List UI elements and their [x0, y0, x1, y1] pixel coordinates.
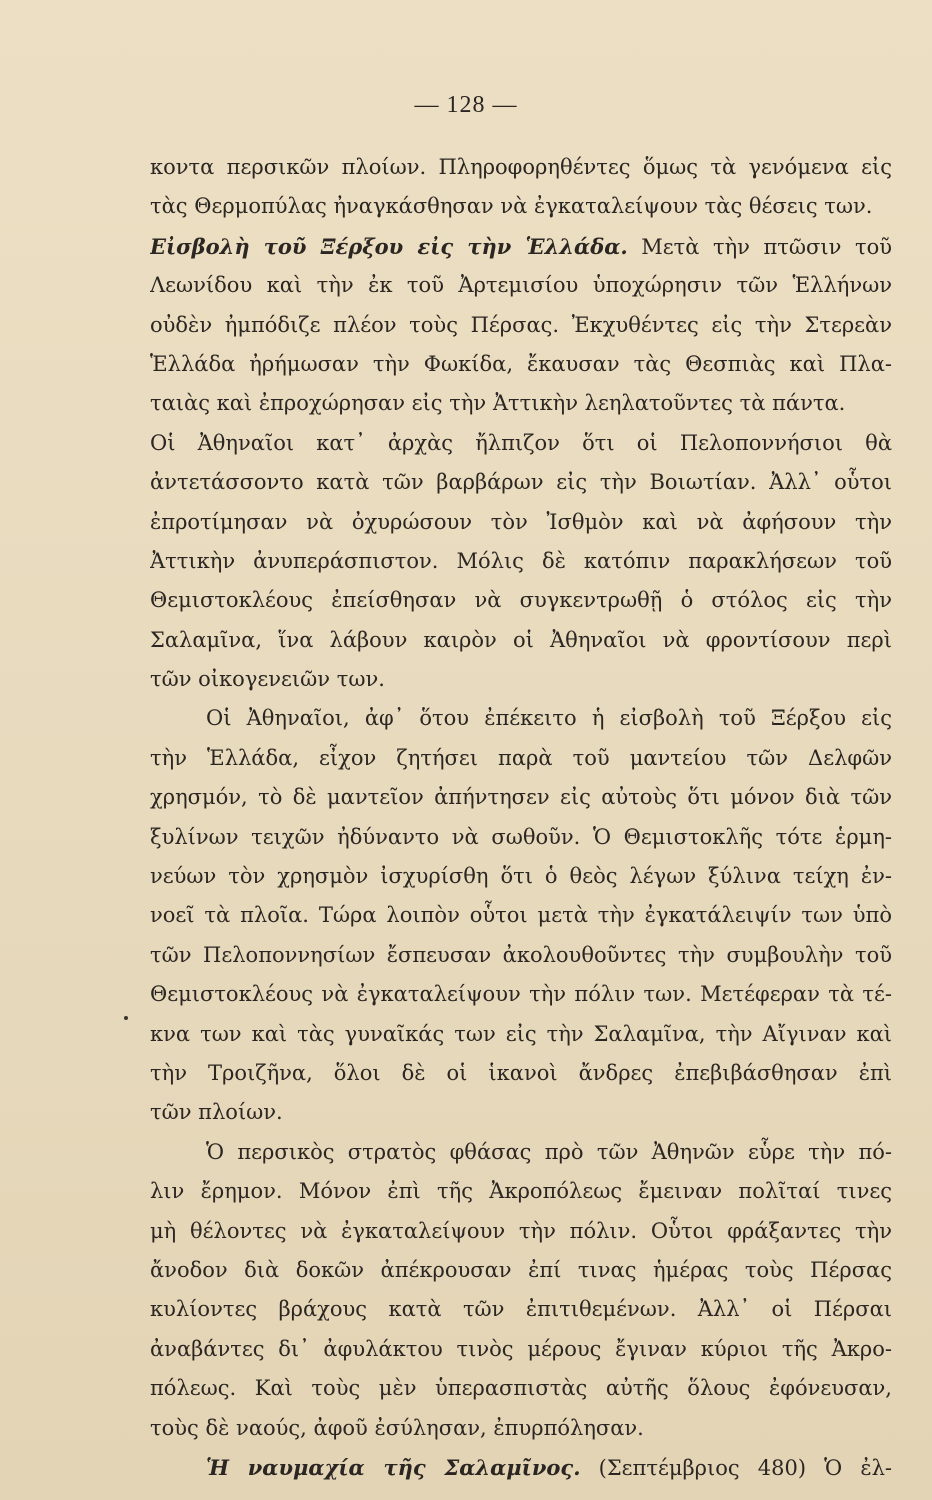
line-text: τὴν Ἑλλάδα, εἶχον ζητήσει παρὰ τοῦ μαντείου τῶν Δελφῶν [150, 745, 892, 770]
line-text: μὴ θέλοντες νὰ ἐγκαταλείψουν τὴν πόλιν. Οὗτοι φράξαντες τὴν [150, 1218, 892, 1243]
line-text: νοεῖ τὰ πλοῖα. Τώρα λοιπὸν οὗτοι μετὰ τὴν ἐγκατάλειψίν των ὑπὸ [150, 903, 892, 928]
text-line [150, 739, 892, 778]
line-text: Ἑλλάδα ἠρήμωσαν τὴν Φωκίδα, ἔκαυσαν τὰς Θεσπιὰς καὶ Πλα- [150, 351, 892, 376]
text-line [150, 818, 892, 857]
line-text: τῶν πλοίων. [150, 1100, 283, 1125]
text-line [150, 1054, 892, 1093]
text-line [150, 1133, 892, 1172]
text-line [150, 1251, 892, 1290]
text-line [150, 345, 892, 384]
line-text: Σαλαμῖνα, ἵνα λάβουν καιρὸν οἱ Ἀθηναῖοι νὰ φροντίσουν περὶ [150, 627, 892, 652]
line-text: ἐπροτίμησαν νὰ ὀχυρώσουν τὸν Ἰσθμὸν καὶ νὰ ἀφήσουν τὴν [150, 509, 892, 534]
line-text: (Σεπτέμβριος 480) Ὁ ἐλ- [580, 1455, 892, 1480]
text-line [150, 306, 892, 345]
text-line [150, 227, 892, 266]
line-text: ταιὰς καὶ ἐπροχώρησαν εἰς τὴν Ἀττικὴν λεηλατοῦντες τὰ πάντα. [150, 391, 846, 416]
text-line [150, 660, 892, 699]
line-text: νεύων τὸν χρησμὸν ἰσχυρίσθη ὅτι ὁ θεὸς λέγων ξύλινα τείχη ἐν- [150, 864, 892, 889]
line-text: Λεωνίδου καὶ τὴν ἐκ τοῦ Ἀρτεμισίου ὑποχώρησιν τῶν Ἑλλήνων [150, 273, 892, 298]
text-line [150, 581, 892, 620]
line-text: Οἱ Ἀθηναῖοι κατ᾽ ἀρχὰς ἤλπιζον ὅτι οἱ Πελοποννήσιοι θὰ [150, 430, 892, 455]
text-line [150, 1212, 892, 1251]
line-text: ξυλίνων τειχῶν ἠδύναντο νὰ σωθοῦν. Ὁ Θεμιστοκλῆς τότε ἑρμη- [150, 824, 892, 849]
text-line [150, 1290, 892, 1329]
text-line [150, 1093, 892, 1132]
text-line [150, 778, 892, 817]
line-text: κνα των καὶ τὰς γυναῖκάς των εἰς τὴν Σαλαμῖνα, τὴν Αἴγιναν καὶ [150, 1021, 892, 1046]
text-line [150, 542, 892, 581]
page-number: — 128 — [414, 92, 518, 118]
text-line [150, 148, 892, 187]
text-line [150, 936, 892, 975]
text-line [150, 503, 892, 542]
text-line [150, 857, 892, 896]
text-line [150, 1172, 892, 1211]
line-text: τοὺς δὲ ναούς, ἀφοῦ ἐσύλησαν, ἐπυρπόλησαν. [150, 1415, 644, 1440]
text-line [150, 975, 892, 1014]
line-text: τὴν Τροιζῆνα, ὅλοι δὲ οἱ ἱκανοὶ ἄνδρες ἐπεβιβάσθησαν ἐπὶ [150, 1060, 892, 1085]
margin-mark [124, 1016, 128, 1020]
text-line [150, 1330, 892, 1369]
line-text: Μετὰ τὴν πτῶσιν τοῦ [627, 234, 892, 259]
line-text: Θεμιστοκλέους ἐπείσθησαν νὰ συγκεντρωθῇ ὁ στόλος εἰς τὴν [150, 588, 892, 613]
line-text: Θεμιστοκλέους νὰ ἐγκαταλείψουν τὴν πόλιν των. Μετέφεραν τὰ τέ- [150, 982, 892, 1007]
text-line [150, 621, 892, 660]
text-line [150, 1015, 892, 1054]
line-text: οὐδὲν ἠμπόδιζε πλέον τοὺς Πέρσας. Ἐκχυθέντες εἰς τὴν Στερεὰν [150, 312, 892, 337]
text-line [150, 384, 892, 423]
line-text: Οἱ Ἀθηναῖοι, ἀφ᾽ ὅτου ἐπέκειτο ἡ εἰσβολὴ τοῦ Ξέρξου εἰς [206, 706, 892, 731]
line-text: τῶν οἰκογενειῶν των. [150, 667, 385, 692]
text-line [150, 1409, 892, 1448]
text-line [150, 1369, 892, 1408]
line-text: λιν ἔρημον. Μόνον ἐπὶ τῆς Ἀκροπόλεως ἔμειναν πολῖταί τινες [150, 1179, 892, 1204]
line-text: Ἀττικὴν ἀνυπεράσπιστον. Μόλις δὲ κατόπιν παρακλήσεων τοῦ [150, 548, 892, 573]
text-line [150, 896, 892, 935]
body-text [150, 148, 892, 1487]
line-text: πόλεως. Καὶ τοὺς μὲν ὑπερασπιστὰς αὐτῆς ὅλους ἐφόνευσαν, [150, 1376, 892, 1401]
line-text: χρησμόν, τὸ δὲ μαντεῖον ἀπήντησεν εἰς αὐτοὺς ὅτι μόνον διὰ τῶν [150, 785, 892, 810]
line-text: ἀντετάσσοντο κατὰ τῶν βαρβάρων εἰς τὴν Βοιωτίαν. Ἀλλ᾽ οὗτοι [150, 470, 892, 495]
line-text: τῶν Πελοποννησίων ἔσπευσαν ἀκολουθοῦντες τὴν συμβουλὴν τοῦ [150, 942, 892, 967]
text-line [150, 1448, 892, 1487]
section-heading: Εἰσβολὴ τοῦ Ξέρξου εἰς τὴν Ἑλλάδα. [150, 233, 628, 259]
line-text: κοντα περσικῶν πλοίων. Πληροφορηθέντες ὅμως τὰ γενόμενα εἰς [150, 155, 892, 179]
text-line [150, 699, 892, 738]
text-line [150, 463, 892, 502]
line-text: Ὁ περσικὸς στρατὸς φθάσας πρὸ τῶν Ἀθηνῶν εὗρε τὴν πό- [206, 1139, 892, 1164]
line-text: τὰς Θερμοπύλας ἠναγκάσθησαν νὰ ἐγκαταλείψουν τὰς θέσεις των. [150, 194, 873, 219]
text-line [150, 266, 892, 305]
line-text: κυλίοντες βράχους κατὰ τῶν ἐπιτιθεμένων. Ἀλλ᾽ οἱ Πέρσαι [150, 1297, 892, 1322]
line-text: ἄνοδον διὰ δοκῶν ἀπέκρουσαν ἐπί τινας ἡμέρας τοὺς Πέρσας [150, 1257, 892, 1282]
section-heading: Ἡ ναυμαχία τῆς Σαλαμῖνος. [206, 1454, 581, 1480]
line-text: ἀναβάντες δι᾽ ἀφυλάκτου τινὸς μέρους ἔγιναν κύριοι τῆς Ἀκρο- [150, 1336, 892, 1361]
text-line [150, 424, 892, 463]
text-line [150, 187, 892, 226]
